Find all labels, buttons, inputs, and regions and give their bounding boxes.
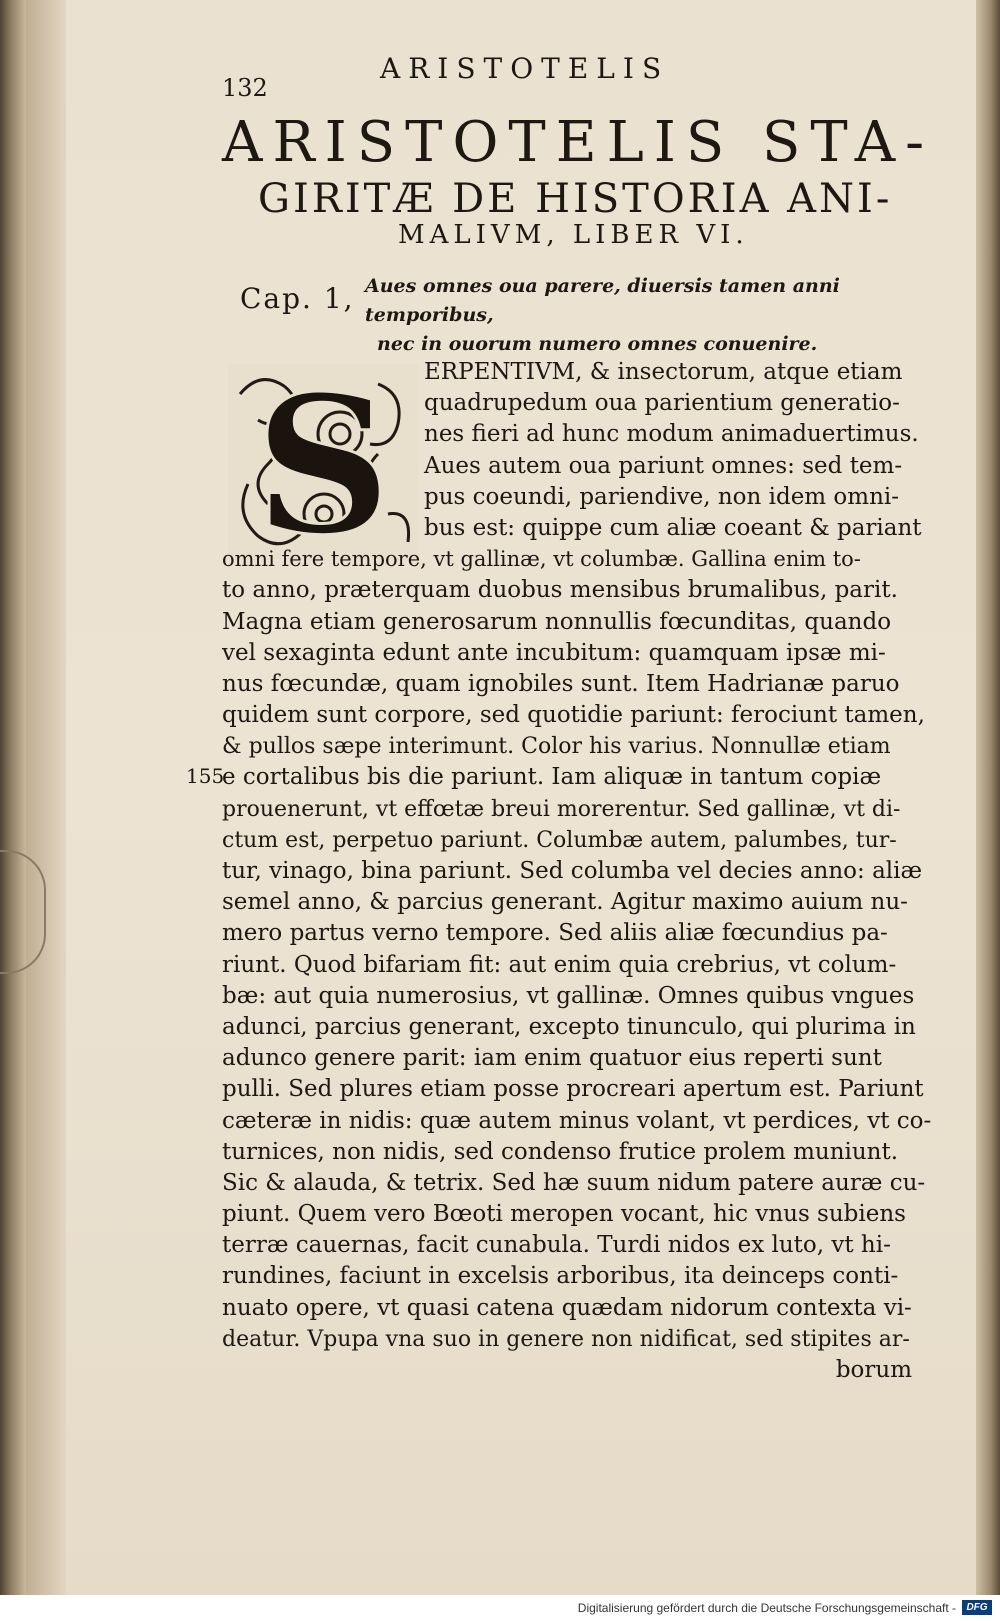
text-line: Aues autem oua pariunt omnes: sed tem-: [424, 452, 903, 479]
text-line: bus est: quippe cum aliæ coeant & pariant: [424, 514, 922, 541]
margin-note: 155: [186, 764, 225, 788]
text-line: terræ cauernas, facit cunabula. Turdi nidos ex luto, vt hi-: [222, 1232, 891, 1259]
text-line: & pullos sæpe interimunt. Color his varius. Nonnullæ etiam: [222, 734, 891, 760]
text-line: nuato opere, vt quasi catena quædam nidorum contexta vi-: [222, 1294, 912, 1321]
text-line: adunco genere parit: iam enim quatuor eius reperti sunt: [222, 1045, 882, 1072]
book-right-edge: [976, 0, 1000, 1595]
text-line: semel anno, & parcius generant. Agitur maximo auium nu-: [222, 889, 908, 916]
text-line: prouenerunt, vt effœtæ breui morerentur. Sed gallinæ, vt di-: [222, 796, 901, 822]
running-head: ARISTOTELIS: [380, 52, 670, 85]
text-line: to anno, præterquam duobus mensibus brumalibus, parit.: [222, 577, 898, 604]
text-line: e cortalibus bis die pariunt. Iam aliquæ in tantum copiæ: [222, 764, 882, 791]
text-line: deatur. Vpupa vna suo in genere non nidificat, sed stipites ar-: [222, 1326, 910, 1352]
text-line: ctum est, perpetuo pariunt. Columbæ autem, palumbes, tur-: [222, 827, 897, 853]
text-line: pus coeundi, pariendive, non idem omni-: [424, 483, 900, 510]
text-line: omni fere tempore, vt gallinæ, vt columbæ. Gallina enim to-: [222, 547, 861, 572]
title-line-3: MALIVM, LIBER VI.: [398, 220, 749, 250]
dfg-logo: DFG: [962, 1600, 992, 1615]
text-line: adunci, parcius generant, excepto tinunculo, qui plurima in: [222, 1013, 916, 1040]
text-line: Magna etiam generosarum nonnullis fœcunditas, quando: [222, 608, 892, 635]
chapter-summary: [365, 272, 905, 359]
book-gutter: [26, 0, 66, 1595]
text-line: bæ: aut quia numerosius, vt gallinæ. Omnes quibus vngues: [222, 982, 915, 1009]
book-clip: [0, 850, 46, 974]
body-text: [222, 357, 932, 1386]
chapter-label: Cap. 1,: [240, 282, 355, 315]
chapter-summary-line: Aues omnes oua parere, diuersis tamen anni temporibus,: [365, 275, 840, 326]
text-line: riunt. Quod bifariam fit: aut enim quia crebrius, vt colum-: [222, 951, 897, 978]
book-left-edge: [0, 0, 26, 1595]
text-line: piunt. Quem vero Bœoti meropen vocant, hic vnus subiens: [222, 1201, 906, 1228]
text-line: quadrupedum oua parientium generatio-: [424, 390, 900, 417]
page-number: 132: [222, 74, 268, 102]
chapter-summary-line: nec in ouorum numero omnes conuenire.: [377, 333, 818, 355]
text-line: rundines, faciunt in excelsis arboribus, ita deinceps conti-: [222, 1263, 899, 1290]
title-line-2: GIRITÆ DE HISTORIA ANI-: [258, 176, 893, 222]
text-line: vel sexaginta edunt ante incubitum: quamquam ipsæ mi-: [222, 639, 886, 666]
text-line: Sic & alauda, & tetrix. Sed hæ suum nidum patere auræ cu-: [222, 1169, 926, 1196]
initial-letter: S: [254, 364, 392, 560]
text-line: ERPENTIVM, & insectorum, atque etiam: [424, 359, 903, 385]
text-line: nes fieri ad hunc modum animaduertimus.: [424, 421, 919, 448]
text-line: turnices, non nidis, sed condenso frutice prolem muniunt.: [222, 1138, 899, 1165]
title-line-1: ARISTOTELIS STA-: [222, 110, 935, 175]
text-line: cæteræ in nidis: quæ autem minus volant, vt perdices, vt co-: [222, 1107, 932, 1134]
catchword: borum: [835, 1357, 912, 1383]
text-line: tur, vinago, bina pariunt. Sed columba vel decies anno: aliæ: [222, 858, 923, 884]
footer-credit: Digitalisierung gefördert durch die Deutsche Forschungsgemeinschaft -: [577, 1601, 956, 1615]
text-line: quidem sunt corpore, sed quotidie pariunt: ferociunt tamen,: [222, 702, 925, 729]
text-line: mero partus verno tempore. Sed aliis aliæ fœcundius pa-: [222, 920, 888, 947]
text-line: nus fœcundæ, quam ignobiles sunt. Item Hadrianæ paruo: [222, 670, 900, 697]
text-line: pulli. Sed plures etiam posse procreari apertum est. Pariunt: [222, 1076, 924, 1103]
